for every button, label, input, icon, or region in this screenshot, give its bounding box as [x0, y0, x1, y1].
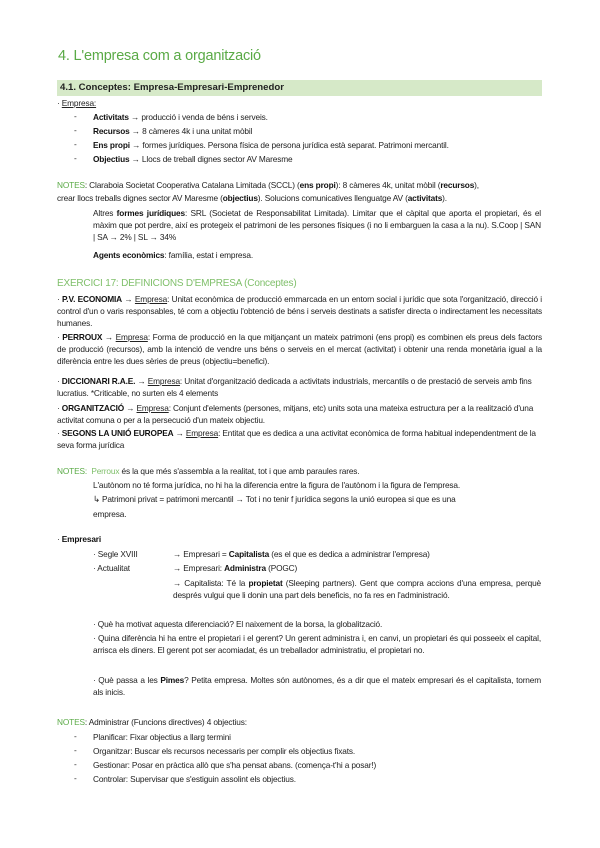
exercise-heading: EXERCICI 17: DEFINICIONS D'EMPRESA (Conceptes)	[57, 278, 297, 289]
empresari-row-3-desc: → Capitalista: Té la propietat (Sleeping partners). Gent que compra accions d'una empresa, perquè després vulgui que li donin una part dels beneficis, no fa res en l'administració.	[173, 578, 541, 600]
notes-2-line-4: empresa.	[93, 509, 127, 519]
empresa-label: · Empresa:	[57, 98, 97, 108]
section-heading: 4.1. Conceptes: Empresa-Empresari-Emprenedor	[57, 80, 542, 96]
list-item: Organitzar: Buscar els recursos necessaris per complir els objectius fixats.	[93, 746, 356, 756]
list-item: Objectius → Llocs de treball dignes sector AV Maresme	[93, 154, 293, 164]
list-item: Recursos → 8 càmeres 4k i una unitat mòbil	[93, 126, 253, 136]
notes-2-line-2: L'autònom no té forma jurídica, no hi ha la diferencia entre la figura de l'autònom i la figura de l'empresa.	[93, 480, 461, 490]
list-item: Gestionar: Posar en pràctica allò que s'ha pensat abans. (comença-t'hi a posar!)	[93, 760, 377, 770]
notes-3-heading: NOTES: Administrar (Funcions directives) 4 objectius:	[57, 717, 247, 727]
chapter-title: 4. L'empresa com a organització	[58, 48, 261, 64]
list-item: Planificar: Fixar objectius a llarg termini	[93, 732, 231, 742]
notes-1-agents: Agents econòmics: família, estat i empresa.	[93, 250, 254, 260]
definition-pv-economia: · P.V. ECONOMIA → Empresa: Unitat econòmica de producció emmarcada en un entorn social i jurídic que sota l'organització, direcció i control d'un o varis responsables, té com a objectiu l'obtenció de béns i serveis destinats a satisfer directa o indirectament les necessitats humanes.	[57, 294, 542, 328]
empresari-row-2: · Actualitat	[93, 563, 130, 573]
empresari-label: · Empresari	[57, 534, 102, 544]
question-2: · Quina diferència hi ha entre el propietari i el gerent? Un gerent administra i, en canvi, un propietari és qui posseeix el capital, arrisca els diners. El gerent pot ser acomiadat, és un treballador administratiu, el propietari no.	[93, 633, 541, 655]
definition-rae: · DICCIONARI R.A.E. → Empresa: Unitat d'organització dedicada a activitats industrials, mercantils o de prestació de serveis amb fins lucratius. *Criticable, no surten els 4 elements	[57, 376, 532, 398]
definition-organitzacio: · ORGANITZACIÓ → Empresa: Conjunt d'elements (persones, mitjans, etc) units sota una mateixa estructura per a la realització d'una activitat comuna o per a la persecució d'un mateix objectiu.	[57, 403, 534, 425]
question-1: · Què ha motivat aquesta diferenciació? El naixement de la borsa, la globalització.	[93, 619, 383, 629]
empresari-row-1-desc: → Empresari = Capitalista (es el que es dedica a administrar l'empresa)	[173, 549, 430, 559]
list-item: Controlar: Supervisar que s'estiguin assolint els objectius.	[93, 774, 296, 784]
definition-ue: · SEGONS LA UNIÓ EUROPEA → Empresa: Entitat que es dedica a una activitat econòmica de forma habitual independentment de la seva forma jurídica	[57, 428, 536, 450]
notes-2-line-1: NOTES: Perroux és la que més s'assembla a la realitat, tot i que amb paraules rares.	[57, 466, 360, 476]
question-3: · Què passa a les Pimes? Petita empresa. Moltes són autònomes, és a dir que el mateix empresari és el capitalista, tornem als inicis.	[93, 675, 541, 697]
notes-1-altres: Altres formes jurídiques: SRL (Societat de Responsabilitat Limitada). Limitar que el càpital que aporta el propietari, és el màxim que pot perdre, així es protegeix el patrimoni de les persones físiques (i no li embarguen la casa a la nu). S.Coop | SAN | SA → 2% | SL → 34%	[93, 208, 541, 242]
notes-1-line-1: NOTES: Claraboia Societat Cooperativa Catalana Limitada (SCCL) (ens propi): 8 càmeres 4k, unitat mòbil (recursos),	[57, 180, 479, 190]
list-item: Activitats → producció i venda de béns i serveis.	[93, 112, 268, 122]
notes-2-line-3: ↳ Patrimoni privat = patrimoni mercantil → Tot i no tenir f jurídica segons la unió europea si que es una	[93, 494, 456, 504]
definition-perroux: · PERROUX → Empresa: Forma de producció en la que mitjançant un mateix patrimoni (ens propi) es combinen els preus dels factors de producció (recursos), amb la intenció de vendre uns béns o serveis en el mercat (activitat) i obtenir una renda monetària igual a la diferència entre les dues sèries de preus (objectiu=benefici).	[57, 332, 542, 366]
empresari-row-1: · Segle XVIII	[93, 549, 138, 559]
document-page: 4. L'empresa com a organització 4.1. Conceptes: Empresa-Empresari-Emprenedor · Empresa: - Activitats → producció i venda de béns i serveis. - Recursos → 8 càmeres 4k i una unitat mòbil - Ens propi → formes jurídiques. Persona física de persona jurídica està separat. Patrimoni mercantil. - Objectius → Llocs de treball dignes sector AV Maresme NOTES: Claraboia Societat Cooperativa Catalana Limitada (SCCL) (ens propi): 8 càmeres 4k, unitat mòbil (recursos), crear llocs treballs dignes sector AV Maresme (objectius). Solucions comunicatives llenguatge AV (activitats). Altres formes jurídiques: SRL (Societat de Responsabilitat Limitada). Limitar que el càpital que aporta el propietari, és el màxim que pot perdre, així es protegeix el patrimoni de les persones físiques (i no li embarguen la casa a la nu). S.Coop | SAN | SA → 2% | SL → 34% Agents econòmics: família, estat i empresa. EXERCICI 17: DEFINICIONS D'EMPRESA (Conceptes) · P.V. ECONOMIA → Empresa: Unitat econòmica de producció emmarcada en un entorn social i jurídic que sota l'organització, direcció i control d'un o varis responsables, té com a objectiu l'obtenció de béns i serveis destinats a satisfer directa o indirectament les necessitats humanes. · PERROUX → Empresa: Forma de producció en la que mitjançant un mateix patrimoni (ens propi) es combinen els preus dels factors de producció (recursos), amb la intenció de vendre uns béns o serveis en el mercat (activitat) i obtenir una renda monetària igual a la diferència entre les dues sèries de preus (objectiu=benefici). · DICCIONARI R.A.E. → Empresa: Unitat d'organització dedicada a activitats industrials, mercantils o de prestació de serveis amb fins lucratius. *Criticable, no surten els 4 elements · ORGANITZACIÓ → Empresa: Conjunt d'elements (persones, mitjans, etc) units sota una mateixa estructura per a la realització d'una activitat comuna o per a la persecució d'un mateix objectiu. · SEGONS LA UNIÓ EUROPEA → Empresa: Entitat que es dedica a una activitat econòmica de forma habitual independentment de la seva forma jurídica NOTES: Perroux és la que més s'assembla a la realitat, tot i que amb paraules rares. L'autònom no té forma jurídica, no hi ha la diferencia entre la figura de l'autònom i la figura de l'empresa. ↳ Patrimoni privat = patrimoni mercantil → Tot i no tenir f jurídica segons la unió europea si que es una empresa. · Empresari · Segle XVIII → Empresari = Capitalista (es el que es dedica a administrar l'empresa) · Actualitat → Empresari: Administra (POGC) → Capitalista: Té la propietat (Sleeping partners). Gent que compra accions d'una empresa, perquè després vulgui que li donin una part dels beneficis, no fa res en l'administració. · Què ha motivat aquesta diferenciació? El naixement de la borsa, la globalització. · Quina diferència hi ha entre el propietari i el gerent? Un gerent administra i, en canvi, un propietari és qui posseeix el capital, arrisca els diners. El gerent pot ser acomiadat, és un treballador administratiu, el propietari no. · Què passa a les Pimes? Petita empresa. Moltes són autònomes, és a dir que el mateix empresari és el capitalista, tornem als inicis. NOTES: Administrar (Funcions directives) 4 objectius: - Planificar: Fixar objectius a llarg termini - Organitzar: Buscar els recursos necessaris per complir els objectius fixats. - Gestionar: Posar en pràctica allò que s'ha pensat abans. (comença-t'hi a posar!) - Controlar: Supervisar que s'estiguin assolint els objectius.	[57, 48, 542, 784]
empresari-row-2-desc: → Empresari: Administra (POGC)	[173, 563, 298, 573]
list-item: Ens propi → formes jurídiques. Persona física de persona jurídica està separat. Patrimoni mercantil.	[93, 140, 449, 150]
notes-1-line-2: crear llocs treballs dignes sector AV Maresme (objectius). Solucions comunicatives llenguatge AV (activitats).	[57, 193, 447, 203]
